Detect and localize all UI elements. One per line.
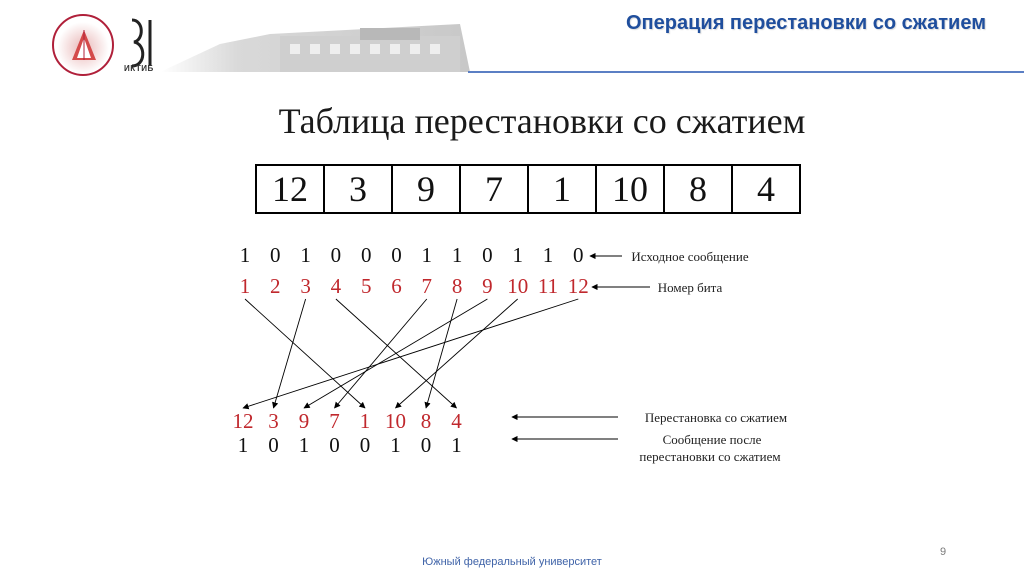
source-bit: 0 bbox=[330, 243, 342, 267]
page-number: 9 bbox=[940, 546, 947, 558]
bit-number: 4 bbox=[330, 274, 342, 298]
table-cell: 4 bbox=[732, 165, 800, 213]
result-bit: 1 bbox=[451, 433, 462, 457]
iktib-logo-text: ИКТИБ bbox=[124, 64, 154, 73]
bit-number: 1 bbox=[239, 274, 251, 298]
permuted-bit-number: 8 bbox=[420, 409, 432, 433]
result-bit: 0 bbox=[329, 433, 340, 457]
bit-number: 10 bbox=[507, 274, 529, 298]
mapping-arrow bbox=[426, 299, 457, 408]
source-bit: 1 bbox=[239, 243, 251, 267]
bit-number: 2 bbox=[270, 274, 281, 298]
source-bit: 0 bbox=[482, 243, 493, 267]
permuted-bit-number: 9 bbox=[298, 409, 310, 433]
bit-number: 3 bbox=[300, 274, 311, 298]
table-cell: 1 bbox=[528, 165, 596, 213]
source-bit: 1 bbox=[542, 243, 554, 267]
result-bit: 1 bbox=[237, 433, 249, 457]
bit-number: 11 bbox=[537, 274, 559, 298]
table-cell: 7 bbox=[460, 165, 528, 213]
table-cell: 9 bbox=[392, 165, 460, 213]
bit-number: 6 bbox=[391, 274, 402, 298]
label-source-message: Исходное сообщение bbox=[631, 249, 749, 264]
result-bit: 1 bbox=[298, 433, 310, 457]
bit-number: 5 bbox=[360, 274, 372, 298]
mapping-arrow bbox=[396, 299, 518, 408]
permuted-bit-number: 4 bbox=[451, 409, 462, 433]
label-result-line2: перестановки со сжатием bbox=[639, 449, 781, 464]
result-bit: 0 bbox=[420, 433, 432, 457]
source-bit: 0 bbox=[270, 243, 281, 267]
permuted-bit-number: 12 bbox=[232, 409, 254, 433]
label-permutation: Перестановка со сжатием bbox=[644, 410, 788, 425]
source-bit: 0 bbox=[573, 243, 584, 267]
permuted-bit-number: 7 bbox=[329, 409, 340, 433]
bit-number: 8 bbox=[451, 274, 463, 298]
permuted-bit-number: 1 bbox=[359, 409, 371, 433]
header-title: Операция перестановки со сжатием bbox=[626, 12, 986, 34]
source-bit: 1 bbox=[421, 243, 433, 267]
label-bit-number: Номер бита bbox=[657, 280, 723, 295]
result-bit: 1 bbox=[390, 433, 401, 457]
table-cell: 8 bbox=[664, 165, 732, 213]
table-cell: 10 bbox=[596, 165, 664, 213]
permuted-bit-number: 10 bbox=[385, 409, 406, 433]
label-result-line1: Сообщение после bbox=[662, 432, 762, 447]
source-bit: 1 bbox=[512, 243, 523, 267]
source-bit: 0 bbox=[391, 243, 402, 267]
source-bit: 1 bbox=[451, 243, 463, 267]
mapping-arrow bbox=[245, 299, 365, 408]
mapping-arrow bbox=[243, 299, 578, 408]
bit-number: 7 bbox=[421, 274, 433, 298]
bit-number: 9 bbox=[482, 274, 493, 298]
permuted-bit-number: 3 bbox=[268, 409, 279, 433]
footer-university: Южный федеральный университет bbox=[422, 556, 602, 568]
mapping-arrow bbox=[336, 299, 457, 408]
source-bit: 0 bbox=[360, 243, 372, 267]
bit-number: 12 bbox=[567, 274, 589, 298]
result-bit: 0 bbox=[268, 433, 279, 457]
table-cell: 3 bbox=[324, 165, 392, 213]
result-bit: 0 bbox=[359, 433, 371, 457]
mapping-arrow bbox=[335, 299, 427, 408]
mapping-arrow bbox=[274, 299, 306, 408]
slide-title: Таблица перестановки со сжатием bbox=[278, 101, 806, 141]
source-bit: 1 bbox=[300, 243, 311, 267]
table-cell: 12 bbox=[256, 165, 324, 213]
